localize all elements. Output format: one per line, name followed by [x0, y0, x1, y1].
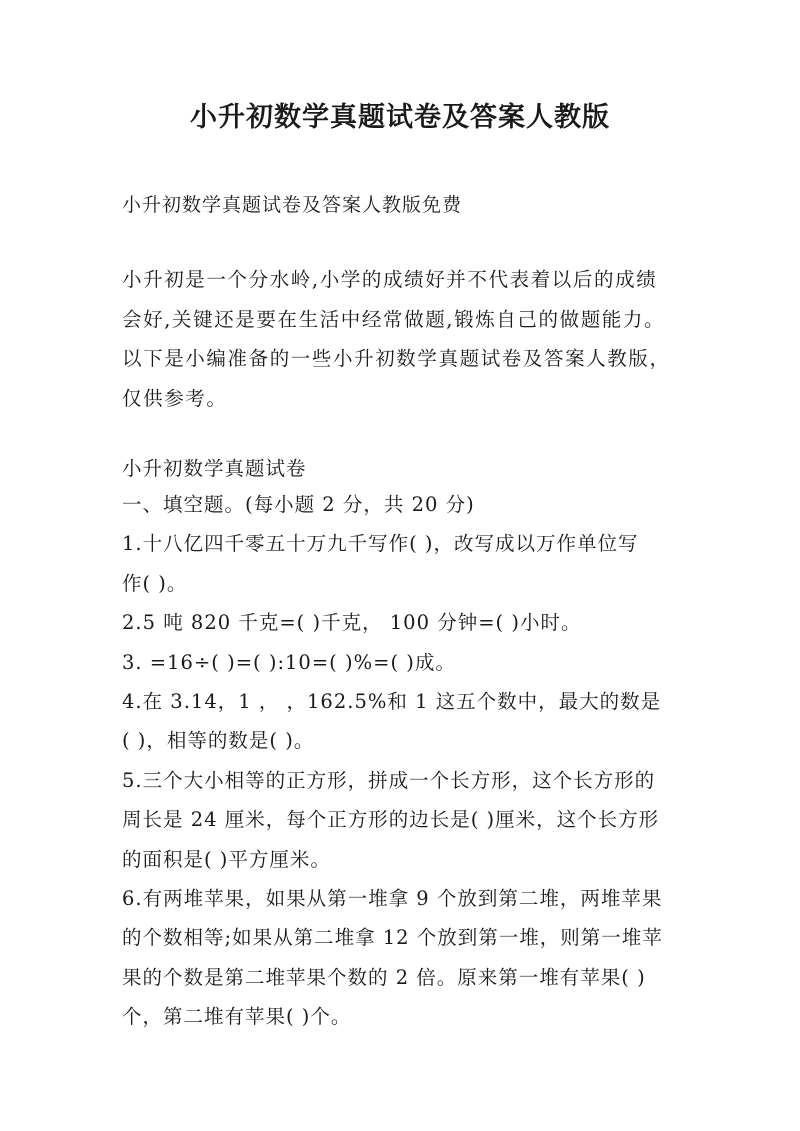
question-line: 的面积是( )平方厘米。: [122, 847, 331, 871]
intro-paragraph: [122, 260, 697, 419]
question-line: 3. =16÷( )=( ):10=( )%=( )成。: [122, 650, 456, 674]
question-line: 4.在 3.14，1 ， ，162.5%和 1 这五个数中，最大的数是: [122, 690, 662, 714]
question-line: 2.5 吨 820 千克=( )千克， 100 分钟=( )小时。: [122, 611, 582, 635]
question-line: 果的个数是第二堆苹果个数的 2 倍。原来第一堆有苹果( ): [122, 965, 646, 989]
intro-line: 小升初是一个分水岭,小学的成绩好并不代表着以后的成绩: [122, 268, 658, 291]
question-line: 作( )。: [122, 571, 188, 595]
intro-line: 会好,关键还是要在生活中经常做题,锻炼自己的做题能力。: [122, 307, 666, 331]
question-line: 6.有两堆苹果，如果从第一堆拿 9 个放到第二堆，两堆苹果: [122, 887, 663, 911]
section-heading: 小升初数学真题试卷: [122, 457, 307, 480]
question-block: [122, 485, 692, 1037]
question-line: 1.十八亿四千零五十万九千写作( )，改写成以万作单位写: [122, 532, 639, 556]
intro-line: 仅供参考。: [122, 387, 228, 411]
question-line: 个，第二堆有苹果( )个。: [122, 1005, 352, 1029]
question-line: 周长是 24 厘米，每个正方形的边长是( )厘米，这个长方形: [122, 808, 660, 832]
document-title: 小升初数学真题试卷及答案人教版: [190, 102, 610, 133]
section-instruction: 一、填空题。(每小题 2 分，共 20 分): [122, 493, 475, 516]
intro-line: 以下是小编准备的一些小升初数学真题试卷及答案人教版，: [122, 347, 671, 371]
question-line: 5.三个大小相等的正方形，拼成一个长方形，这个长方形的: [122, 768, 656, 792]
question-line: 的个数相等;如果从第二堆拿 12 个放到第一堆，则第一堆苹: [122, 926, 663, 950]
question-line: ( )，相等的数是( )。: [122, 729, 315, 753]
document-subtitle: 小升初数学真题试卷及答案人教版免费: [122, 194, 463, 216]
